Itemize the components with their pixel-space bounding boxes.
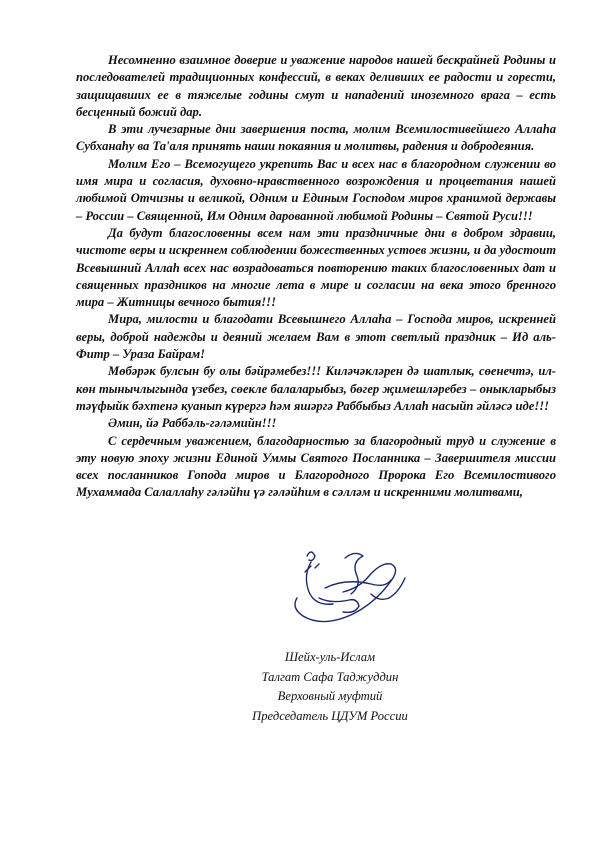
paragraph-amen: Әмин, йә Раббәль-гәләмийн!!! (108, 416, 277, 431)
signer-position: Верховный муфтий (277, 689, 383, 703)
paragraph-mutual-trust: Несомненно взаимное доверие и уважение народов нашей бескрайней Родины и последователей традиционных конфессий, в веках деливших ее радости и горести, защищавших ее в тяжелые годины смут и нападений иноземного врага – есть бесценный божий дар. (76, 53, 556, 119)
paragraph-tatar-greeting: Мөбәрәк булсын бу олы бәйрәмебез!!! Киләчәкләрен дә шатлык, сөенечтә, ил-көн тынычлыгында үзебез, сөекле балаларыбыз, бөгер җимешләребез – оныкларыбыз тәүфыйк бәхтенә куанып күрергә һәм яшәргә Раббыбыз Аллаh насыйп әйләсә иде!!! (76, 364, 556, 413)
paragraph-end-of-fast: В эти лучезарные дни завершения поста, молим Всемилостивейшего Аллаhа Субханаhу ва Та'аля принять наши покаяния и молитвы, радения и добродеяния. (76, 122, 556, 154)
paragraph-closing: С сердечным уважением, благодарностью за благородный труд и служение в эту новую эпоху жизни Единой Уммы Святого Посланника – Завершителя миссии всех посланников Гопода миров и Благородного Пророка Его Всемилостивого Мухаммада Салаллаhу гәләйһи үә гәләйһим в сәлләм и искренними молитвами, (76, 433, 556, 500)
paragraph-holiday-greeting: Мира, милости и благодати Всевышнего Аллаhа – Господа миров, искренней веры, доброй надежды и деяний желаем Вам в этот светлый праздник – Ид аль-Фитр – Ураза Байрам! (76, 312, 556, 362)
paragraph-blessed-days: Да будут благословенны всем нам эти праздничные дни в добром здравии, чистоте веры и искреннем соблюдении божественных устоев жизни, и да удостоит Всевышний Аллаh всех нас возрадоваться повторению таких благословенных дат и священных праздников на многие лета в мире и согласии на века этого бренного мира – Житницы вечного бытия!!! (76, 225, 556, 310)
paragraph-prayer-for-russia: Молим Его – Всемогущего укрепить Вас и всех нас в благородном служении во имя мира и согласия, духовно-нравственного возрождения и процветания нашей любимой Отчизны и великой, Одним и Единым Господом миров хранимой державы – России – Священной, Им Одним дарованной любимой Родины – Святой Руси!!! (76, 156, 556, 223)
signer-block (195, 648, 465, 726)
signer-name: Талгат Сафа Таджуддин (261, 669, 399, 684)
signer-title: Шейх-уль-Ислам (284, 650, 376, 664)
handwritten-signature (285, 538, 425, 638)
letter-body (76, 52, 556, 502)
signer-organization: Председатель ЦДУМ России (252, 708, 408, 723)
signature-drawing (285, 538, 425, 638)
